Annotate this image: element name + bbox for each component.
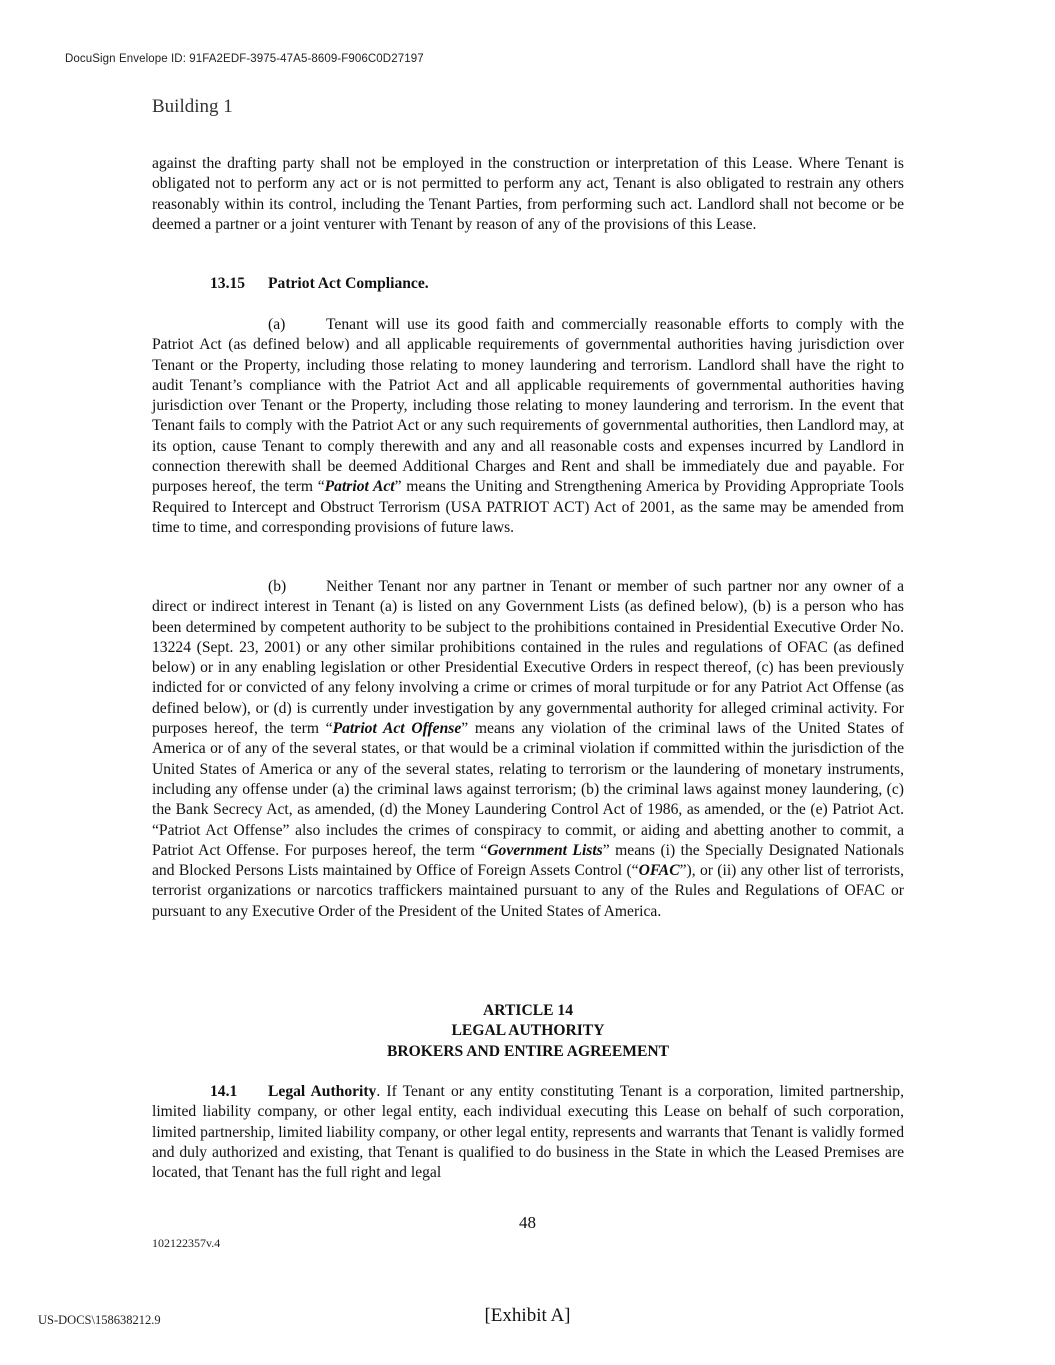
section-14-1-number: 14.1 xyxy=(210,1083,238,1100)
paragraph-a xyxy=(152,315,904,538)
footer-doc-id: US-DOCS\158638212.9 xyxy=(38,1313,161,1327)
page-header: Building 1 xyxy=(152,96,233,117)
paragraph-b-text-2: ” means any violation of the criminal laws of the United States of America or of any of the several states, or that would be a criminal violation if committed within the jurisdiction of the United States of America or any of the several states, relating to terrorism or the laundering of monetary instruments, including any offense under (a) the criminal laws against terrorism; (b) the criminal laws against money laundering, (c) the Bank Secrecy Act, as amended, (d) the Money Laundering Control Act of 1986, as amended, or the (e) Patriot Act. “Patriot Act Offense” also includes the crimes of conspiracy to commit, or aiding and abetting another to commit, a Patriot Act Offense. For purposes hereof, the term “ xyxy=(152,720,904,859)
document-version: 102122357v.4 xyxy=(152,1236,221,1250)
docusign-envelope-id: DocuSign Envelope ID: 91FA2EDF-3975-47A5-8609-F906C0D27197 xyxy=(65,53,424,65)
page-number: 48 xyxy=(519,1213,536,1232)
paragraph-a-text-2: ” means the Uniting and Strengthening America by Providing Appropriate Tools Required to Intercept and Obstruct Terrorism (USA PATRIOT ACT) Act of 2001, as the same may be amended from time to time, and corresponding provisions of future laws. xyxy=(152,478,904,536)
paragraph-b-text-4: ”), or (ii) any other list of terrorists, terrorist organizations or narcotics traffickers maintained pursuant to any of the Rules and Regulations of OFAC or pursuant to any Executive Order of the President of the United States of America. xyxy=(152,862,904,920)
section-14-1-title: Legal Authority xyxy=(268,1083,377,1100)
article-title-line-1: LEGAL AUTHORITY xyxy=(451,1022,605,1040)
defined-term-patriot-act: Patriot Act xyxy=(324,478,395,496)
paragraph-a-label: (a) xyxy=(268,316,286,333)
paragraph-b-text-3: ” means (i) the Specially Designated Nationals and Blocked Persons Lists maintained by Office of Foreign Assets Control (“ xyxy=(152,841,904,880)
paragraph-b xyxy=(152,577,904,922)
section-13-15-heading xyxy=(210,275,429,293)
section-14-1-text: . If Tenant or any entity constituting Tenant is a corporation, limited partnership, limited liability company, or other legal entity, each individual executing this Lease on behalf of such corporation, limited partnership, limited liability company, or other legal entity, represents and warrants that Tenant is validly formed and duly authorized and existing, that Tenant is qualified to do business in the State in which the Leased Premises are located, that Tenant has the full right and legal xyxy=(152,1083,904,1182)
paragraph-b-text-1: Neither Tenant nor any partner in Tenant or member of such partner nor any owner of a direct or indirect interest in Tenant (a) is listed on any Government Lists (as defined below), (b) is a person who has been determined by competent authority to be subject to the prohibitions contained in Presidential Executive Order No. 13224 (Sept. 23, 2001) or any other similar prohibitions contained in the rules and regulations of OFAC (as defined below) or in any enabling legislation or other Presidential Executive Orders in respect thereof, (c) has been previously indicted for or convicted of any felony involving a crime or crimes of moral turpitude or for any Patriot Act Offense (as defined below), or (d) is currently under investigation by any governmental authority for alleged criminal activity. For purposes hereof, the term “ xyxy=(152,578,904,738)
defined-term-government-lists: Government Lists xyxy=(487,841,603,859)
section-number: 13.15 xyxy=(210,275,246,292)
article-number: ARTICLE 14 xyxy=(483,1002,573,1019)
defined-term-patriot-act-offense: Patriot Act Offense xyxy=(332,720,462,738)
paragraph-b-label: (b) xyxy=(268,578,287,595)
defined-term-ofac: OFAC xyxy=(638,862,680,880)
paragraph-a-text-1: Tenant will use its good faith and commercially reasonable efforts to comply with the Patriot Act (as defined below) and all applicable requirements of governmental authorities having jurisdiction over Tenant or the Property, including those relating to money laundering and terrorism. Landlord shall have the right to audit Tenant’s compliance with the Patriot Act and all applicable requirements of governmental authorities having jurisdiction over Tenant or the Property, including those relating to money laundering and terrorism. In the event that Tenant fails to comply with the Patriot Act or any such requirements of governmental authorities, then Landlord may, at its option, cause Tenant to comply therewith and any and all reasonable costs and expenses incurred by Landlord in connection therewith shall be deemed Additional Charges and Rent and shall be immediately due and payable. For purposes hereof, the term “ xyxy=(152,316,904,496)
section-title: Patriot Act Compliance. xyxy=(268,275,429,292)
article-14-heading xyxy=(152,1001,904,1062)
footer-exhibit-label: [Exhibit A] xyxy=(484,1305,571,1326)
article-title-line-2: BROKERS AND ENTIRE AGREEMENT xyxy=(386,1042,670,1060)
section-14-1 xyxy=(152,1082,904,1183)
paragraph-continuation: against the drafting party shall not be employed in the construction or interpretation of this Lease. Where Tenant is obligated not to perform any act or is not permitted to perform any act, Tenant is also obligated to restrain any others reasonably within its control, including the Tenant Parties, from performing such act. Landlord shall not become or be deemed a partner or a joint venturer with Tenant by reason of any of the provisions of this Lease. xyxy=(152,155,904,233)
